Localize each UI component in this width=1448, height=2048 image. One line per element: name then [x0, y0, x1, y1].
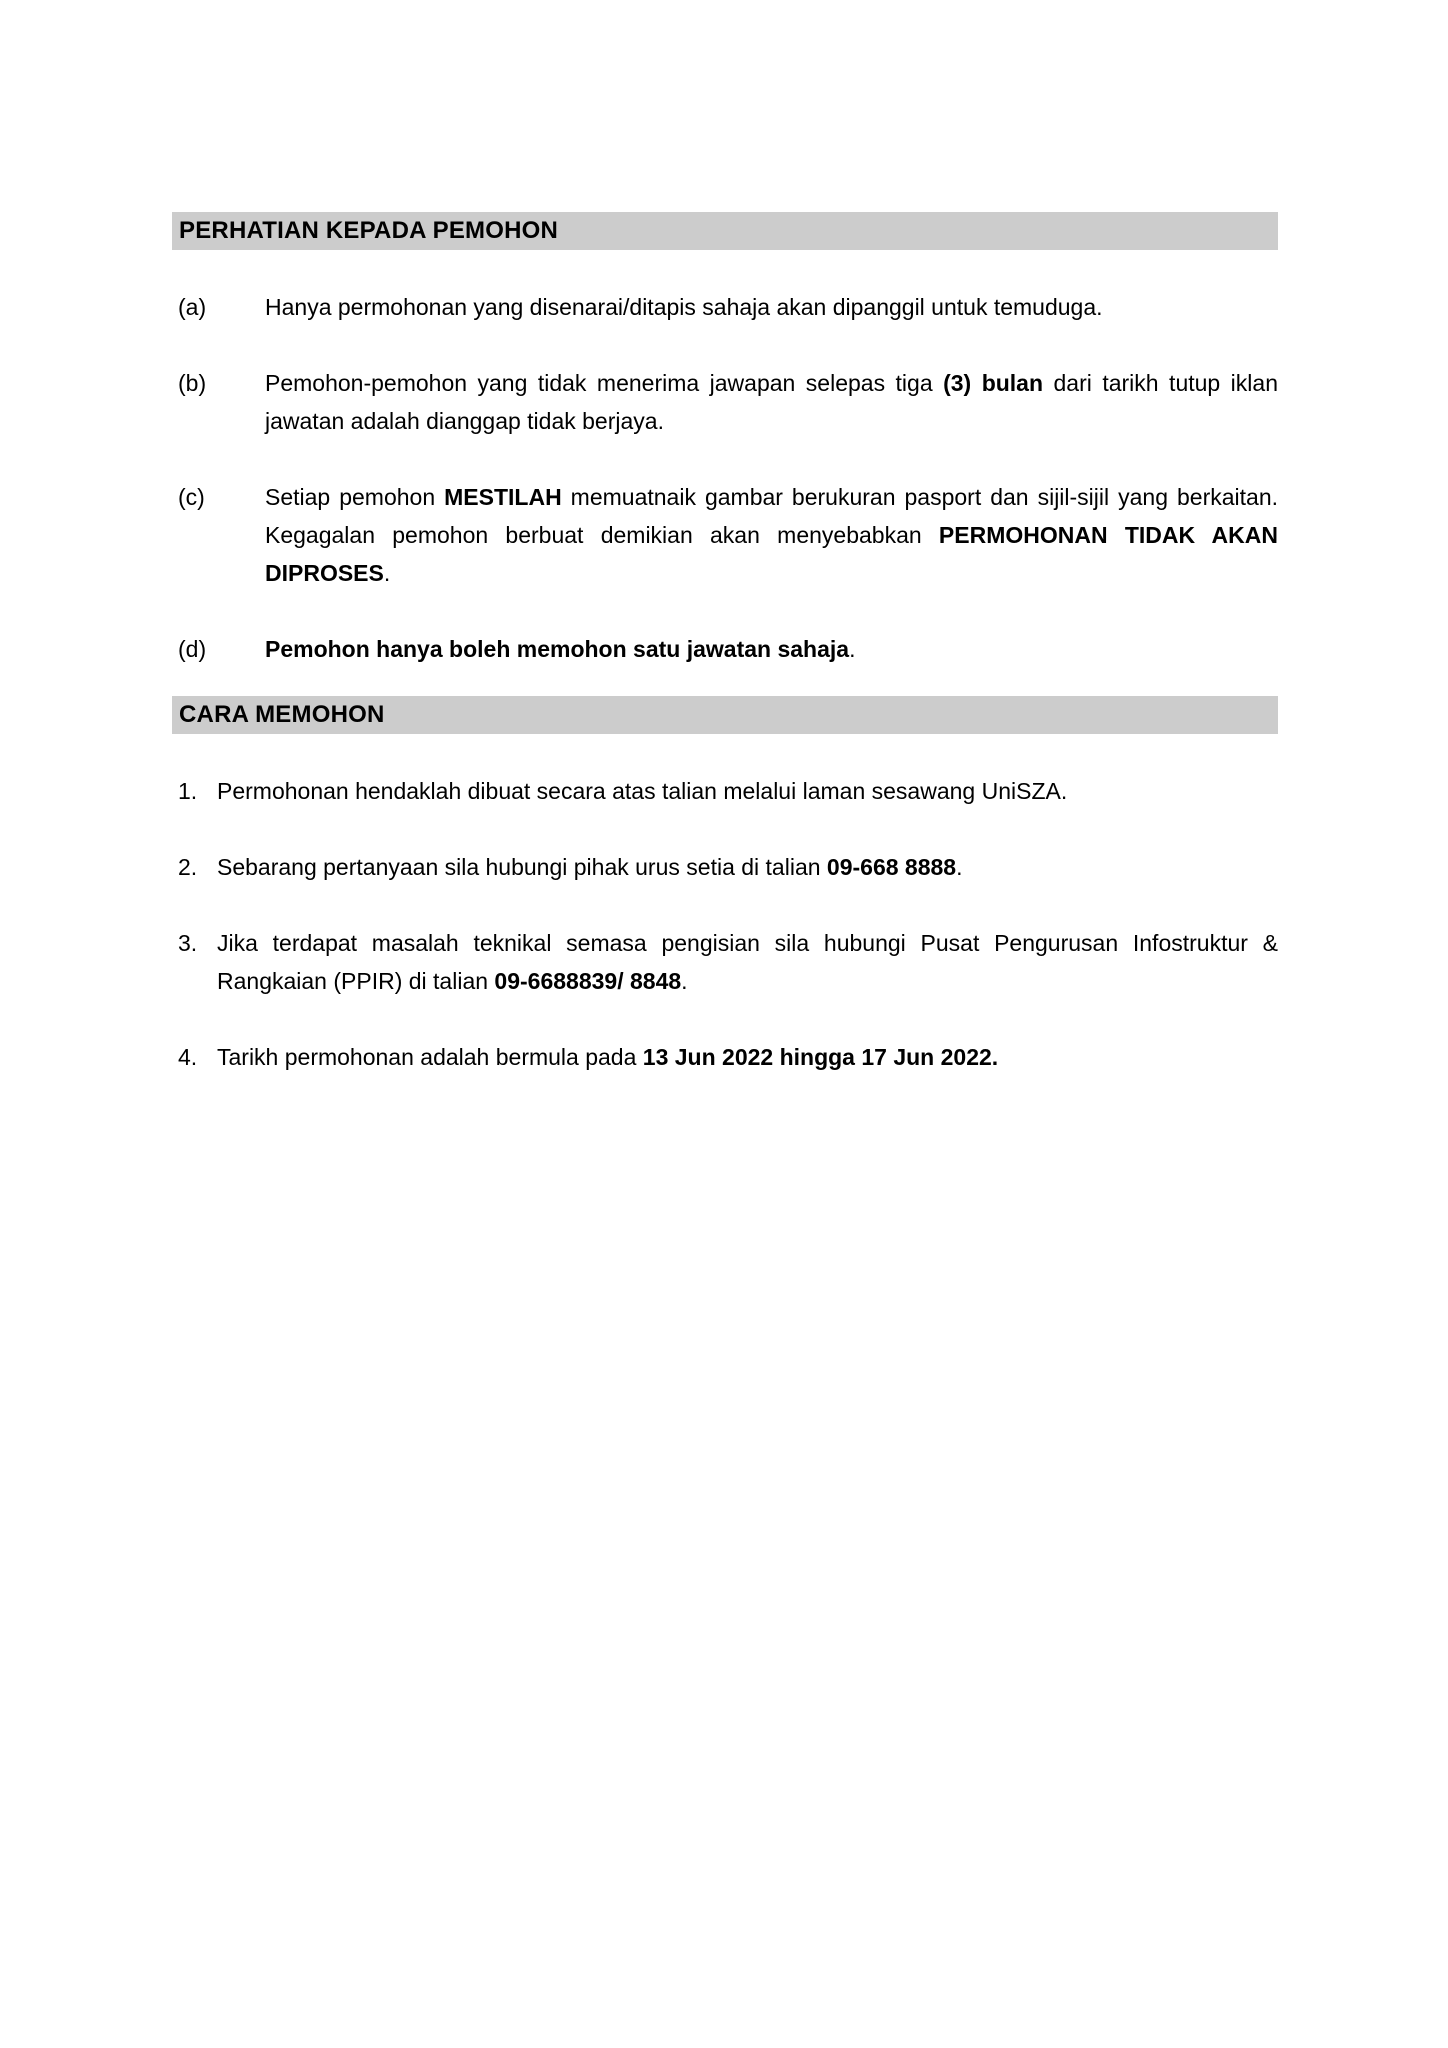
list-item-label: (d) [178, 636, 207, 662]
list-item-text: Tarikh permohonan adalah bermula pada 13 Jun 2022 hingga 17 Jun 2022. [217, 1044, 999, 1070]
list-item-label: 2. [178, 854, 198, 880]
list-item-text: Hanya permohonan yang disenarai/ditapis sahaja akan dipanggil untuk temuduga. [265, 294, 1103, 320]
list-item-label: (b) [178, 370, 207, 396]
steps-list [172, 772, 1278, 1076]
list-item-text: Pemohon hanya boleh memohon satu jawatan sahaja. [265, 636, 856, 662]
list-item [172, 630, 1278, 668]
list-item [172, 848, 1278, 886]
list-item-text: Setiap pemohon MESTILAH memuatnaik gambar berukuran pasport dan sijil-sijil yang berkaitan. Kegagalan pemohon berbuat demikian akan menyebabkan PERMOHONAN TIDAK AKAN DIPROSES. [265, 484, 1278, 586]
document-content [172, 212, 1278, 1076]
list-item-text: Pemohon-pemohon yang tidak menerima jawapan selepas tiga (3) bulan dari tarikh tutup iklan jawatan adalah dianggap tidak berjaya. [265, 370, 1278, 434]
list-item-label: (c) [178, 484, 205, 510]
list-item [172, 1038, 1278, 1076]
list-item [172, 772, 1278, 810]
section-header-cara-memohon: CARA MEMOHON [172, 696, 1278, 734]
list-item [172, 924, 1278, 1000]
list-item-text: Permohonan hendaklah dibuat secara atas talian melalui laman sesawang UniSZA. [217, 778, 1068, 804]
list-item-text: Jika terdapat masalah teknikal semasa pengisian sila hubungi Pusat Pengurusan Infostruktur & Rangkaian (PPIR) di talian 09-6688839/ 8848. [217, 930, 1278, 994]
notice-list [172, 288, 1278, 668]
list-item-label: 3. [178, 930, 198, 956]
list-item-label: 4. [178, 1044, 198, 1070]
section-header-perhatian: PERHATIAN KEPADA PEMOHON [172, 212, 1278, 250]
list-item-label: 1. [178, 778, 198, 804]
list-item [172, 478, 1278, 592]
list-item-text: Sebarang pertanyaan sila hubungi pihak urus setia di talian 09-668 8888. [217, 854, 963, 880]
list-item [172, 288, 1278, 326]
list-item-label: (a) [178, 294, 207, 320]
list-item [172, 364, 1278, 440]
